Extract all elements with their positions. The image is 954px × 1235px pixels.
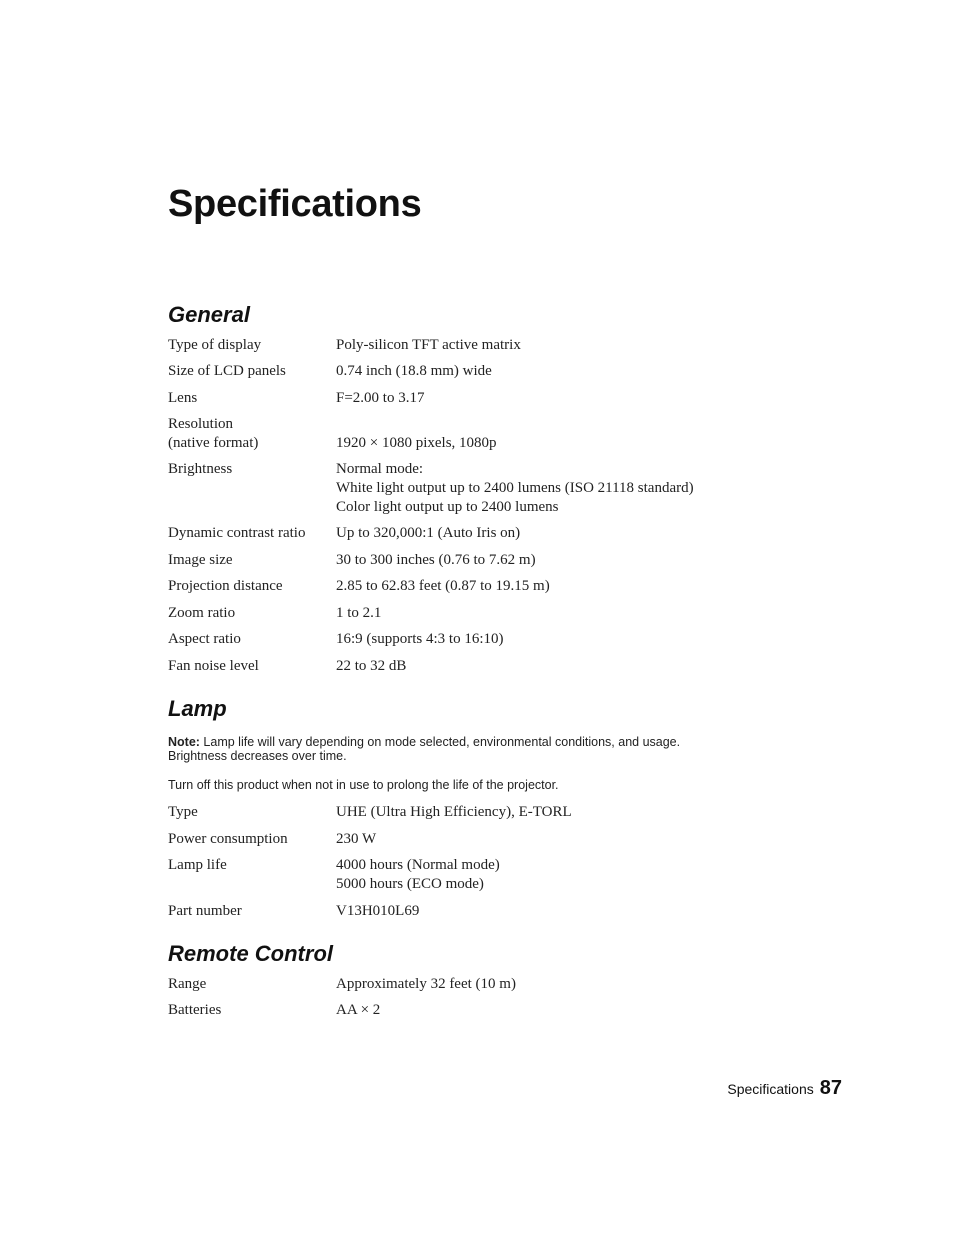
spec-label-line: Brightness [168, 461, 233, 477]
spec-value [336, 830, 806, 849]
spec-label [168, 657, 333, 676]
spec-value-line: Approximately 32 feet (10 m) [336, 976, 516, 992]
spec-value-line: Color light output up to 2400 lumens [336, 499, 559, 515]
note-text: Lamp life will vary depending on mode selected, environmental conditions, and usage. [199, 735, 681, 749]
spec-label [168, 577, 333, 596]
spec-value-line: 1 to 2.1 [336, 605, 382, 621]
section-heading-general: General [168, 302, 250, 327]
spec-label-line: Type [168, 804, 198, 820]
spec-value-line: White light output up to 2400 lumens (ISO 21118 standard) [336, 480, 694, 496]
spec-value [336, 460, 806, 517]
spec-value [336, 856, 806, 894]
spec-label [168, 630, 333, 649]
spec-label-line: Dynamic contrast ratio [168, 525, 306, 541]
spec-label [168, 1001, 333, 1020]
spec-value [336, 362, 806, 381]
spec-label-line: Aspect ratio [168, 631, 241, 647]
spec-label-line: Projection distance [168, 578, 283, 594]
section-heading-remote: Remote Control [168, 941, 333, 966]
spec-value-line [336, 415, 806, 434]
spec-value-line: 5000 hours (ECO mode) [336, 876, 484, 892]
spec-value-line: Normal mode: [336, 461, 424, 477]
spec-label [168, 389, 333, 408]
spec-label [168, 336, 333, 355]
spec-value [336, 1001, 806, 1020]
spec-value [336, 902, 806, 921]
spec-value [336, 630, 806, 649]
note-label: Note: [168, 735, 200, 749]
spec-value [336, 389, 806, 408]
spec-value-line: 230 W [336, 831, 377, 847]
spec-value-line: 2.85 to 62.83 feet (0.87 to 19.15 m) [336, 578, 550, 594]
page-title: Specifications [168, 183, 422, 225]
spec-value-line: AA × 2 [336, 1002, 381, 1018]
spec-value [336, 803, 806, 822]
spec-label-line: Part number [168, 903, 242, 919]
spec-value-line: 1920 × 1080 pixels, 1080p [336, 435, 497, 451]
spec-value [336, 524, 806, 543]
spec-label-line: Batteries [168, 1002, 222, 1018]
spec-label-line: Fan noise level [168, 658, 259, 674]
spec-label [168, 551, 333, 570]
spec-label [168, 975, 333, 994]
spec-label-line: Type of display [168, 337, 262, 353]
spec-value [336, 577, 806, 596]
spec-value-line: Poly-silicon TFT active matrix [336, 337, 521, 353]
spec-label [168, 524, 333, 543]
page-number: 87 [819, 1077, 842, 1099]
spec-value-line: 4000 hours (Normal mode) [336, 857, 500, 873]
spec-value-line: UHE (Ultra High Efficiency), E-TORL [336, 804, 572, 820]
spec-value-line: Up to 320,000:1 (Auto Iris on) [336, 525, 521, 541]
spec-label-line: Zoom ratio [168, 605, 236, 621]
spec-label [168, 803, 333, 822]
spec-value-line: F=2.00 to 3.17 [336, 390, 425, 406]
spec-value [336, 551, 806, 570]
footer-label: Specifications [727, 1081, 814, 1097]
spec-label-line: Size of LCD panels [168, 363, 286, 379]
spec-value-line: 0.74 inch (18.8 mm) wide [336, 363, 492, 379]
note-text-line2: Brightness decreases over time. [168, 749, 347, 763]
page-footer [727, 1077, 842, 1100]
spec-label-line: (native format) [168, 435, 259, 451]
spec-value [336, 336, 806, 355]
spec-value [336, 604, 806, 623]
spec-label [168, 362, 333, 381]
spec-label-line: Lamp life [168, 857, 227, 873]
spec-label-line: Power consumption [168, 831, 288, 847]
spec-label [168, 415, 333, 453]
spec-value-line: V13H010L69 [336, 903, 420, 919]
lamp-tip: Turn off this product when not in use to prolong the life of the projector. [168, 778, 559, 792]
spec-label-line: Range [168, 976, 207, 992]
spec-label [168, 460, 333, 479]
spec-label [168, 830, 333, 849]
spec-label-line: Resolution [168, 416, 234, 432]
spec-value-line: 16:9 (supports 4:3 to 16:10) [336, 631, 504, 647]
spec-value-line: 22 to 32 dB [336, 658, 407, 674]
spec-value [336, 975, 806, 994]
lamp-note [168, 735, 768, 763]
spec-label-line: Image size [168, 552, 233, 568]
spec-label [168, 604, 333, 623]
spec-value-line: 30 to 300 inches (0.76 to 7.62 m) [336, 552, 536, 568]
spec-label [168, 902, 333, 921]
spec-label [168, 856, 333, 875]
section-heading-lamp: Lamp [168, 696, 227, 721]
spec-label-line: Lens [168, 390, 198, 406]
spec-value [336, 657, 806, 676]
spec-value [336, 415, 806, 453]
